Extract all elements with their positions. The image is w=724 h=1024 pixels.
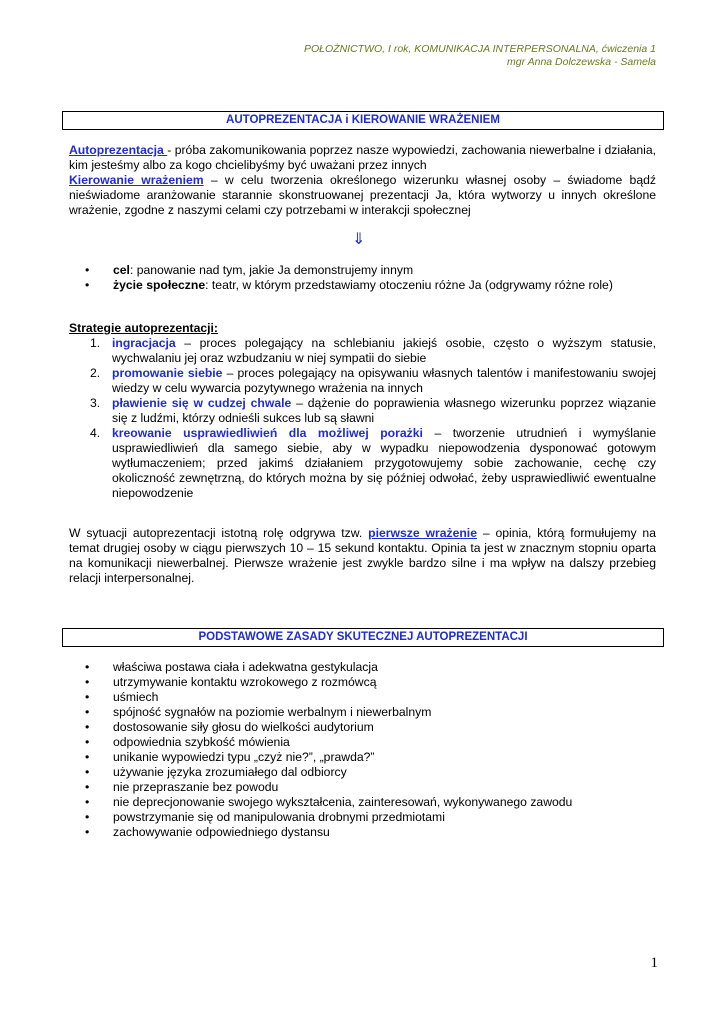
header-course: POŁOŻNICTWO, I rok, KOMUNIKACJA INTERPERSONALNA, ćwiczenia 1	[303, 43, 656, 55]
list-item: • używanie języka zrozumiałego dal odbiorcy	[85, 765, 656, 780]
down-arrow-icon: ⇓	[352, 231, 366, 248]
strategy-term: pławienie się w cudzej chwale	[112, 396, 292, 410]
section-title-autoprezentacja: AUTOPREZENTACJA i KIEROWANIE WRAŻENIEM	[62, 111, 664, 130]
page-number: 1	[650, 955, 658, 971]
list-item	[90, 396, 656, 426]
item-number: 1.	[90, 336, 101, 350]
bullet-text: : panowanie nad tym, jakie Ja demonstrujemy innym	[129, 263, 414, 277]
item-number: 4.	[90, 426, 101, 440]
definition-kierowanie-wrazeniem: – w celu tworzenia określonego wizerunku własnej osoby – świadome bądź nieświadome aranżowanie starannie skonstruowanej prezentacji Ja, która wytworzy u innych określone wrażenie, zgodne z naszymi celami czy potrzebami w interakcji społecznej	[69, 173, 656, 217]
list-item	[90, 366, 656, 396]
bullet-term: cel	[113, 263, 130, 277]
list-item: • właściwa postawa ciała i adekwatna gestykulacja	[85, 660, 656, 675]
section-title-zasady: PODSTAWOWE ZASADY SKUTECZNEJ AUTOPREZENTACJI	[62, 628, 664, 647]
bullet-term: życie społeczne	[113, 278, 206, 292]
strategy-term: ingracjacja	[112, 336, 176, 350]
list-item	[90, 426, 656, 501]
page-header	[304, 43, 656, 69]
item-number: 2.	[90, 366, 101, 380]
first-impression-paragraph	[69, 526, 656, 586]
list-item: • powstrzymanie się od manipulowania drobnymi przedmiotami	[85, 810, 656, 825]
term-kierowanie-wrazeniem: Kierowanie wrażeniem	[69, 173, 204, 187]
definition-autoprezentacja: - próba zakomunikowania poprzez nasze wypowiedzi, zachowania niewerbalne i działania, kim jesteśmy albo za kogo chcielibyśmy być uważani przez innych	[69, 143, 656, 172]
bullet-text: : teatr, w którym przedstawiamy otoczeniu różne Ja (odgrywamy różne role)	[205, 278, 613, 292]
header-author: mgr Anna Dolczewska - Samela	[507, 56, 656, 68]
term-pierwsze-wrazenie: pierwsze wrażenie	[368, 526, 477, 540]
strategy-term: promowanie siebie	[112, 366, 223, 380]
principles-list	[85, 660, 656, 840]
strategy-text: – proces polegający na schlebianiu jakiejś osobie, często o wyższym statusie, wychwalaniu jej oraz wzbudzaniu w niej sympatii do siebie	[112, 336, 656, 365]
list-item: • dostosowanie siły głosu do wielkości audytorium	[85, 720, 656, 735]
list-item: • nie przepraszanie bez powodu	[85, 780, 656, 795]
strategy-term: kreowanie usprawiedliwień dla możliwej porażki	[112, 426, 423, 440]
item-number: 3.	[90, 396, 101, 410]
list-item	[85, 278, 656, 293]
list-item: • utrzymywanie kontaktu wzrokowego z rozmówcą	[85, 675, 656, 690]
list-item: • unikanie wypowiedzi typu „czyż nie?”, „prawda?”	[85, 750, 656, 765]
strategy-text: – proces polegający na opisywaniu własnych talentów i manifestowaniu swojej wiedzy w celu wywarcia pozytywnego wrażenia na innych	[112, 366, 656, 395]
list-item: • odpowiednia szybkość mówienia	[85, 735, 656, 750]
strategies-list	[90, 336, 656, 501]
list-item: • spójność sygnałów na poziomie werbalnym i niewerbalnym	[85, 705, 656, 720]
strategies-heading: Strategie autoprezentacji:	[69, 321, 218, 335]
strategy-text: – dążenie do poprawienia własnego wizerunku poprzez wiązanie się z ludźmi, którzy odnieśli sukces lub są sławni	[112, 396, 657, 425]
list-item	[90, 336, 656, 366]
paragraph-text: W sytuacji autoprezentacji istotną rolę odgrywa tzw.	[69, 526, 369, 540]
definitions	[69, 143, 656, 218]
list-item: • nie deprecjonowanie swojego wykształcenia, zainteresowań, wykonywanego zawodu	[85, 795, 656, 810]
paragraph-text: – opinia, którą formułujemy na temat drugiej osoby w ciągu pierwszych 10 – 15 sekund kontaktu. Opinia ta jest w znacznym stopniu oparta na komunikacji niewerbalnej. Pierwsze wrażenie jest zwykle bardzo silne i ma wpływ na dalszy przebieg relacji interpersonalnej.	[69, 526, 656, 585]
strategy-text: – tworzenie utrudnień i wymyślanie usprawiedliwień dla samego siebie, aby w wypadku niepowodzenia dysponować gotowym wytłumaczeniem; przed jakimś działaniem przygotowujemy sobie zachowanie, cechę czy okoliczność zewnętrzną, do których można by się później odwołać, żeby usprawiedliwić ewentualne niepowodzenie	[112, 426, 656, 500]
term-autoprezentacja: Autoprezentacja	[69, 143, 168, 157]
list-item: • zachowywanie odpowiedniego dystansu	[85, 825, 656, 840]
list-item	[85, 263, 656, 278]
list-item: • uśmiech	[85, 690, 656, 705]
goal-list	[85, 263, 656, 293]
